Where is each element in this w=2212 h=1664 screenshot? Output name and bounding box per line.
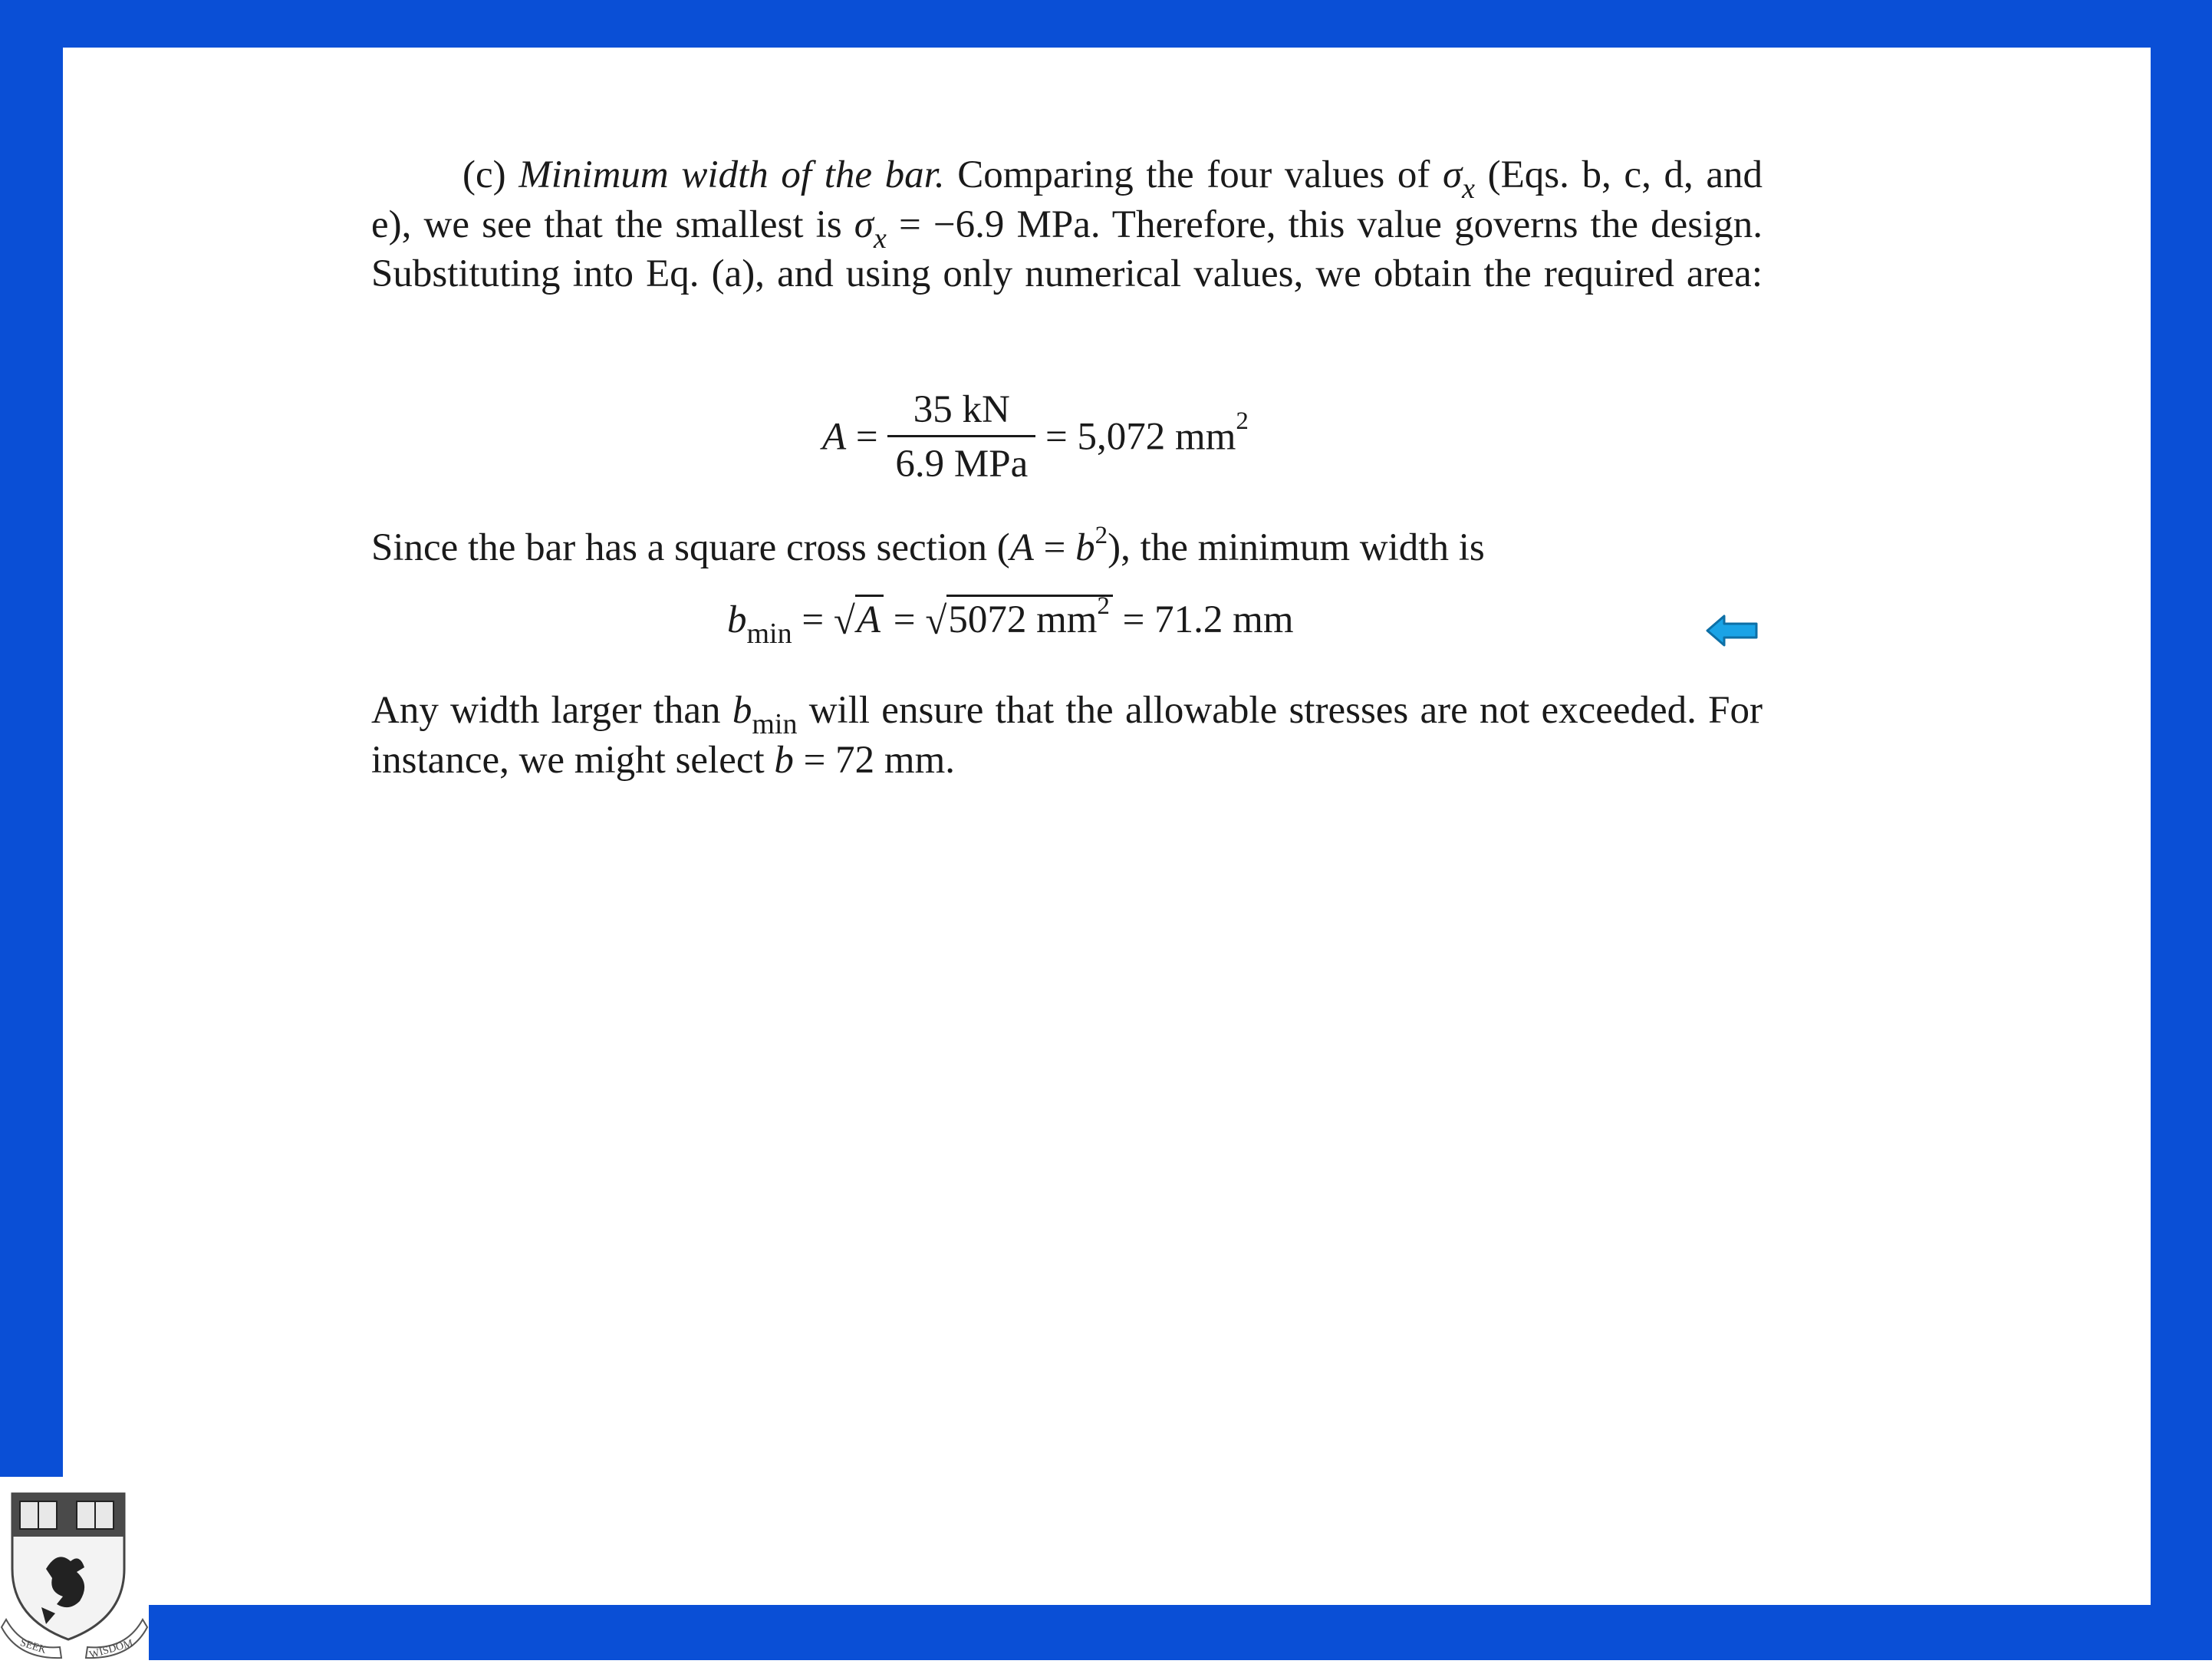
paragraph-square-section <box>371 523 1763 573</box>
sqrt-value <box>925 592 1113 643</box>
text-run: Since the bar has a square cross section ( <box>371 526 1010 569</box>
text-run: (Eqs. b, c, d, and e), we see that the smallest is <box>371 153 1763 246</box>
width-symbol: b <box>727 598 747 641</box>
crest-graphic <box>0 1477 149 1660</box>
sigma-x <box>1442 153 1476 205</box>
frame-left <box>0 0 63 1477</box>
fraction-numerator: 35 kN <box>887 387 1035 437</box>
fraction-denominator: 6.9 MPa <box>895 443 1029 486</box>
radical-sign: √ <box>925 600 947 643</box>
area-symbol: A <box>1009 526 1034 569</box>
section-heading: Minimum width of the bar. <box>518 153 945 196</box>
area-symbol: A <box>822 415 847 459</box>
text-run: = 72 mm. <box>793 738 956 782</box>
equals-sign: = <box>792 598 834 641</box>
text-run: ), the minimum width is <box>1108 526 1485 569</box>
sigma-x <box>854 203 887 255</box>
text-run: Comparing the four values of <box>944 153 1443 196</box>
width-symbol: b <box>1075 526 1095 569</box>
frame-bottom <box>149 1605 2212 1660</box>
paragraph-minimum-width <box>371 150 1763 299</box>
area-equation <box>822 387 1249 486</box>
superscript-2: 2 <box>1097 592 1110 620</box>
sigma-symbol: σ <box>854 203 874 246</box>
text-run: will ensure that the allowable stresses are not exceeded. For instance, we might select <box>371 689 1763 782</box>
left-arrow-icon[interactable] <box>1706 613 1759 648</box>
area-result: = 5,072 mm <box>1035 415 1236 459</box>
width-symbol: b <box>774 738 794 782</box>
superscript-2: 2 <box>1094 522 1108 549</box>
motto-right: WISDOM <box>88 1637 135 1660</box>
subscript-min: min <box>746 618 792 650</box>
sigma-symbol: σ <box>1442 153 1463 196</box>
subscript-x: x <box>1462 173 1476 205</box>
subscript-x: x <box>873 222 887 255</box>
text-run: Any width larger than <box>371 689 732 732</box>
superscript-2: 2 <box>1236 407 1249 436</box>
radicand-area: A <box>855 595 884 641</box>
radical-sign: √ <box>833 600 855 643</box>
radicand-value <box>946 592 1113 641</box>
equals-sign: = <box>884 598 926 641</box>
equals-sign: = <box>846 415 888 459</box>
width-symbol: b <box>732 689 752 732</box>
width-result: = 71.2 mm <box>1112 598 1294 641</box>
radicand-text: 5072 mm <box>948 598 1098 641</box>
frame-right <box>2151 0 2212 1660</box>
frame-top <box>0 0 2212 48</box>
university-crest-icon <box>0 1477 149 1660</box>
motto-left: SEEK <box>18 1637 48 1657</box>
part-label: (c) <box>462 153 519 196</box>
equals-sign: = <box>1033 526 1076 569</box>
width-equation <box>727 592 1294 650</box>
text-run: = −6.9 MPa. Therefore, this value governs the design. Substituting into Eq. (a), and using only numerical values, we obtain the required area: <box>371 203 1763 295</box>
sqrt-area <box>834 595 884 642</box>
area-fraction <box>887 387 1035 486</box>
paragraph-conclusion <box>371 686 1763 785</box>
subscript-min: min <box>752 708 798 740</box>
